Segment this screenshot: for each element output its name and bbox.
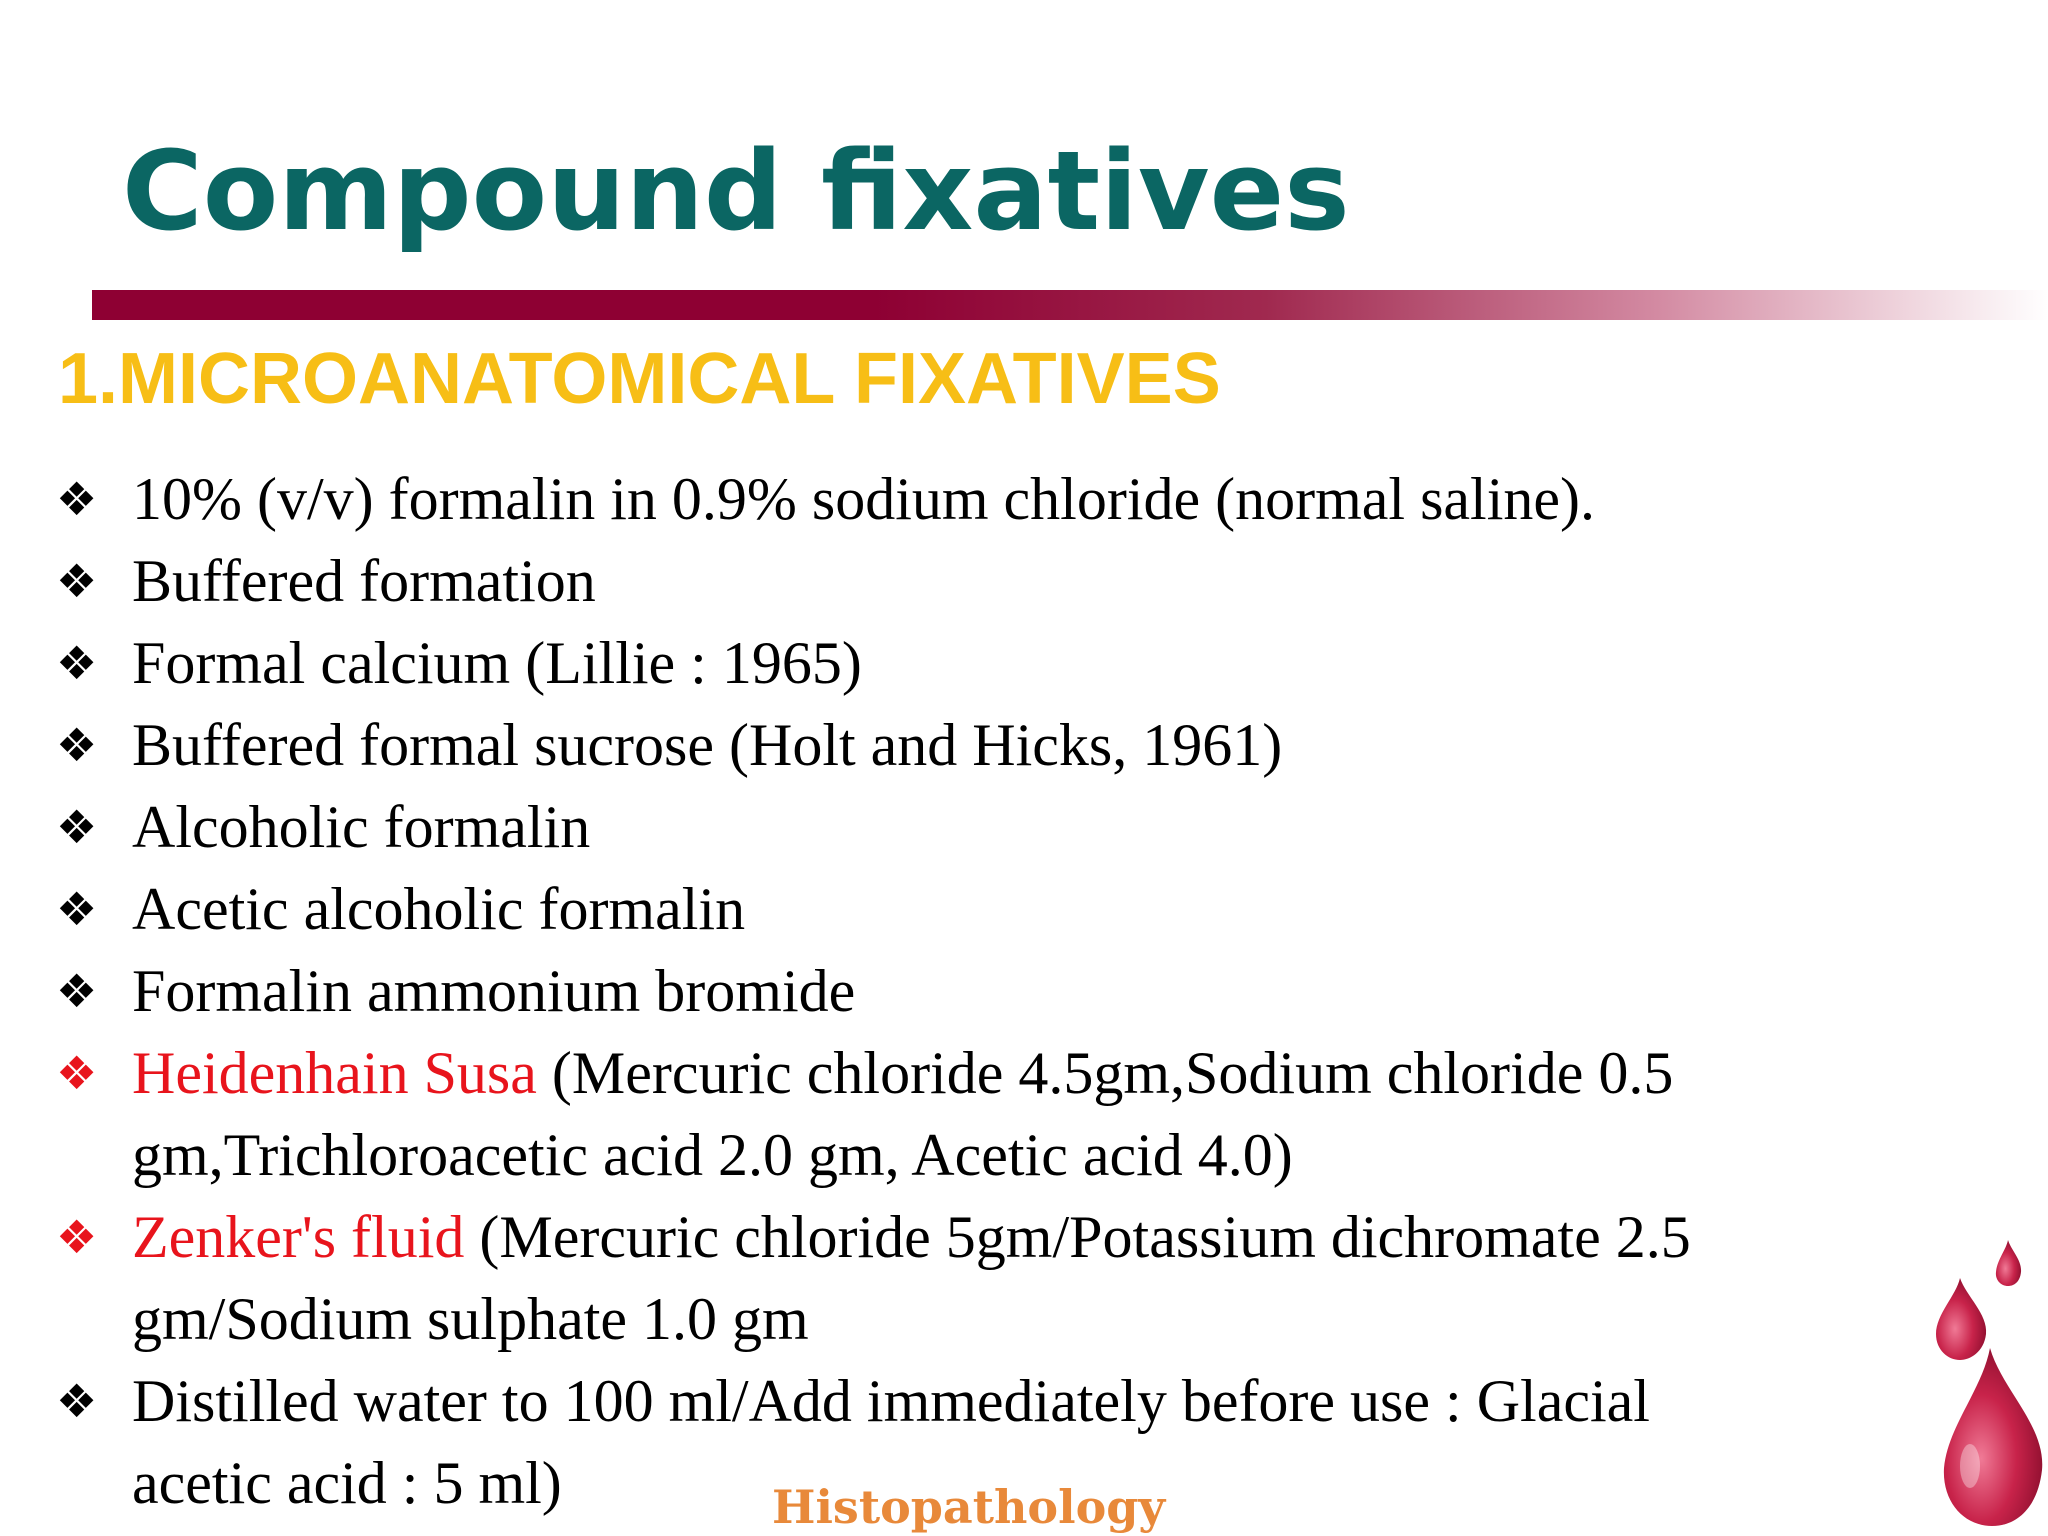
item-continuation: gm,Trichloroacetic acid 2.0 gm, Acetic acid 4.0) [132, 1122, 1293, 1188]
list-item-zenkers-fluid [56, 1196, 1916, 1360]
list-item [56, 950, 1916, 1032]
item-text: Buffered formal sucrose (Holt and Hicks, 1961) [132, 712, 1283, 778]
list-item [56, 458, 1916, 540]
item-highlight: Heidenhain Susa [132, 1040, 537, 1106]
item-text: Alcoholic formalin [132, 794, 591, 860]
item-text: 10% (v/v) formalin in 0.9% sodium chloride (normal saline). [132, 466, 1595, 532]
list-item [56, 622, 1916, 704]
bullet-icon: ❖ [56, 964, 98, 1018]
bullet-icon: ❖ [56, 636, 98, 690]
item-continuation: gm/Sodium sulphate 1.0 gm [132, 1286, 809, 1352]
item-text: Buffered formation [132, 548, 596, 614]
item-text: Acetic alcoholic formalin [132, 876, 746, 942]
bullet-icon: ❖ [56, 882, 98, 936]
bullet-icon: ❖ [56, 800, 98, 854]
list-item-heidenhain-susa [56, 1032, 1916, 1196]
list-item [56, 704, 1916, 786]
item-text: Formalin ammonium bromide [132, 958, 856, 1024]
bullet-icon: ❖ [56, 472, 98, 526]
item-text: (Mercuric chloride 5gm/Potassium dichromate 2.5 [464, 1204, 1691, 1270]
item-text: Formal calcium (Lillie : 1965) [132, 630, 862, 696]
list-item [56, 786, 1916, 868]
bullet-icon: ❖ [56, 1210, 98, 1264]
fixative-list [56, 458, 1916, 1524]
slide-title: Compound fixatives [122, 127, 1350, 255]
item-continuation: acetic acid : 5 ml) [132, 1450, 562, 1516]
list-item [56, 868, 1916, 950]
bullet-icon: ❖ [56, 554, 98, 608]
item-text: Distilled water to 100 ml/Add immediately before use : Glacial [132, 1368, 1650, 1434]
section-heading: 1.MICROANATOMICAL FIXATIVES [58, 339, 1221, 419]
item-highlight: Zenker's fluid [132, 1204, 465, 1270]
item-text: (Mercuric chloride 4.5gm,Sodium chloride 0.5 [536, 1040, 1674, 1106]
bullet-icon: ❖ [56, 1046, 98, 1100]
title-divider [92, 290, 2048, 320]
footer-label: Histopathology [772, 1480, 1166, 1534]
list-item [56, 540, 1916, 622]
bullet-icon: ❖ [56, 1374, 98, 1428]
blood-drops-icon [1870, 1230, 2048, 1536]
bullet-icon: ❖ [56, 718, 98, 772]
